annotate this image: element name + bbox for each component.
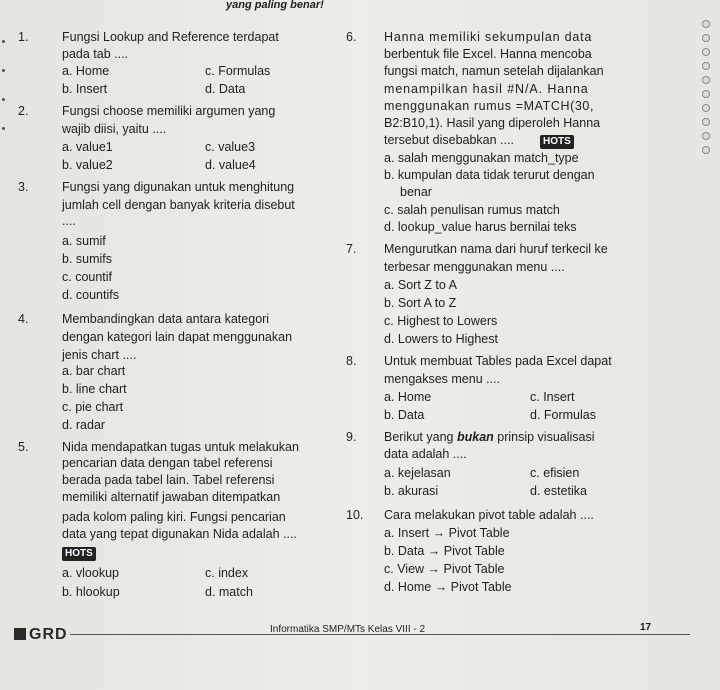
footer-book-title: Informatika SMP/MTs Kelas VIII - 2 xyxy=(270,624,426,635)
q9-text-pre: Berikut yang xyxy=(384,430,457,444)
q6-option-b-line2[interactable]: benar xyxy=(400,185,432,199)
footer-brand xyxy=(14,626,68,644)
header-title: yang paling benar! xyxy=(226,0,324,11)
q2-number: 2. xyxy=(18,104,29,118)
q4-option-b[interactable]: b. line chart xyxy=(62,382,127,396)
q7-text-line1: Mengurutkan nama dari huruf terkecil ke xyxy=(384,242,608,256)
q6-text-line7: tersebut disebabkan .... xyxy=(384,133,514,147)
brand-square-icon xyxy=(14,628,26,640)
q6-text-line2: berbentuk file Excel. Hanna mencoba xyxy=(384,47,592,61)
q5-option-c[interactable]: c. index xyxy=(205,566,249,580)
q6-option-b-line1[interactable]: b. kumpulan data tidak terurut dengan xyxy=(384,168,595,182)
q1-option-d[interactable]: d. Data xyxy=(205,82,246,96)
q2-option-b[interactable]: b. value2 xyxy=(62,158,113,172)
q10-text-line1: Cara melakukan pivot table adalah .... xyxy=(384,508,594,522)
q3-option-c[interactable]: c. countif xyxy=(62,270,113,284)
q6-text-line3: fungsi match, namun setelah dijalankan xyxy=(384,64,604,78)
q2-option-d[interactable]: d. value4 xyxy=(205,158,256,172)
q3-option-d[interactable]: d. countifs xyxy=(62,288,119,302)
binding-rings-right xyxy=(702,20,710,160)
q8-text-line2: mengakses menu .... xyxy=(384,372,501,386)
q5-text-line4: memiliki alternatif jawaban ditempatkan xyxy=(62,490,281,504)
q1-option-c[interactable]: c. Formulas xyxy=(205,64,271,78)
q8-text-line1: Untuk membuat Tables pada Excel dapat xyxy=(384,354,612,368)
q5-text-line1: Nida mendapatkan tugas untuk melakukan xyxy=(62,440,299,454)
q5-hots-badge: HOTS xyxy=(62,547,96,561)
q7-option-c[interactable]: c. Highest to Lowers xyxy=(384,314,498,328)
q6-hots-badge: HOTS xyxy=(540,135,574,149)
q6-option-d[interactable]: d. lookup_value harus bernilai teks xyxy=(384,220,577,234)
q7-option-b[interactable]: b. Sort A to Z xyxy=(384,296,457,310)
q9-option-b[interactable]: b. akurasi xyxy=(384,484,439,498)
q2-option-c[interactable]: c. value3 xyxy=(205,140,256,154)
q4-option-d[interactable]: d. radar xyxy=(62,418,106,432)
q9-number: 9. xyxy=(346,430,357,444)
q5-hots-badge-wrap xyxy=(62,545,96,561)
binding-dots-left xyxy=(2,40,8,156)
q6-option-a[interactable]: a. salah menggunakan match_type xyxy=(384,151,579,165)
q7-option-a[interactable]: a. Sort Z to A xyxy=(384,278,457,292)
q9-text-emphasis: bukan xyxy=(456,430,494,444)
q7-text-line2: terbesar menggunakan menu .... xyxy=(384,260,565,274)
q6-text-line4: menampilkan hasil #N/A. Hanna xyxy=(384,82,589,96)
q1-option-a[interactable]: a. Home xyxy=(62,64,110,78)
q9-option-d[interactable]: d. estetika xyxy=(530,484,587,498)
q4-text-line2: dengan kategori lain dapat menggunakan xyxy=(62,330,293,344)
footer-brand-text: GRD xyxy=(29,626,68,643)
q4-text-line1: Membandingkan data antara kategori xyxy=(62,312,270,326)
q1-text-line1: Fungsi Lookup and Reference terdapat xyxy=(62,30,279,44)
q3-text-line1: Fungsi yang digunakan untuk menghitung xyxy=(62,180,295,194)
q10-option-b[interactable]: b. Data → Pivot Table xyxy=(384,544,505,558)
q2-text-line2: wajib diisi, yaitu .... xyxy=(62,122,167,136)
q5-text-line6: data yang tepat digunakan Nida adalah .... xyxy=(62,527,297,541)
q5-text-line5: pada kolom paling kiri. Fungsi pencarian xyxy=(62,510,286,524)
q8-number: 8. xyxy=(346,354,357,368)
q5-option-a[interactable]: a. vlookup xyxy=(62,566,119,580)
q4-number: 4. xyxy=(18,312,29,326)
q4-text-line3: jenis chart .... xyxy=(62,348,137,362)
q10-option-a[interactable]: a. Insert → Pivot Table xyxy=(384,526,510,540)
footer-page-number: 17 xyxy=(640,622,652,633)
top-header-strip xyxy=(0,0,720,14)
q2-option-a[interactable]: a. value1 xyxy=(62,140,113,154)
q3-number: 3. xyxy=(18,180,29,194)
q5-option-b[interactable]: b. hlookup xyxy=(62,585,120,599)
q8-option-d[interactable]: d. Formulas xyxy=(530,408,596,422)
q8-option-c[interactable]: c. Insert xyxy=(530,390,575,404)
q6-number: 6. xyxy=(346,30,357,44)
q8-option-a[interactable]: a. Home xyxy=(384,390,432,404)
q10-option-c[interactable]: c. View → Pivot Table xyxy=(384,562,505,576)
q10-number: 10. xyxy=(346,508,364,522)
q2-text-line1: Fungsi choose memiliki argumen yang xyxy=(62,104,276,118)
q3-option-a[interactable]: a. sumif xyxy=(62,234,106,248)
q4-option-a[interactable]: a. bar chart xyxy=(62,364,126,378)
q6-text-line5: menggunakan rumus =MATCH(30, xyxy=(384,99,595,113)
q5-text-line2: pencarian data dengan tabel referensi xyxy=(62,456,273,470)
q6-text-line1: Hanna memiliki sekumpulan data xyxy=(384,30,593,44)
q5-number: 5. xyxy=(18,440,29,454)
q3-text-line2: jumlah cell dengan banyak kriteria disebut xyxy=(62,198,295,212)
q1-number: 1. xyxy=(18,30,29,44)
q9-option-c[interactable]: c. efisien xyxy=(530,466,580,480)
q3-option-b[interactable]: b. sumifs xyxy=(62,252,113,266)
q8-option-b[interactable]: b. Data xyxy=(384,408,425,422)
q6-hots-badge-wrap xyxy=(540,133,574,149)
q7-number: 7. xyxy=(346,242,357,256)
q5-text-line3: berada pada tabel lain. Tabel referensi xyxy=(62,473,275,487)
q1-option-b[interactable]: b. Insert xyxy=(62,82,108,96)
q4-option-c[interactable]: c. pie chart xyxy=(62,400,124,414)
q3-text-line3: .... xyxy=(62,214,76,228)
q7-option-d[interactable]: d. Lowers to Highest xyxy=(384,332,498,346)
q9-text-line1 xyxy=(384,430,595,444)
q10-option-d[interactable]: d. Home → Pivot Table xyxy=(384,580,512,594)
q9-option-a[interactable]: a. kejelasan xyxy=(384,466,451,480)
q5-option-d[interactable]: d. match xyxy=(205,585,253,599)
q9-text-line2: data adalah .... xyxy=(384,447,467,461)
q9-text-post: prinsip visualisasi xyxy=(493,430,595,444)
q1-text-line2: pada tab .... xyxy=(62,47,129,61)
q6-option-c[interactable]: c. salah penulisan rumus match xyxy=(384,203,560,217)
q6-text-line6: B2:B10,1). Hasil yang diperoleh Hanna xyxy=(384,116,601,130)
